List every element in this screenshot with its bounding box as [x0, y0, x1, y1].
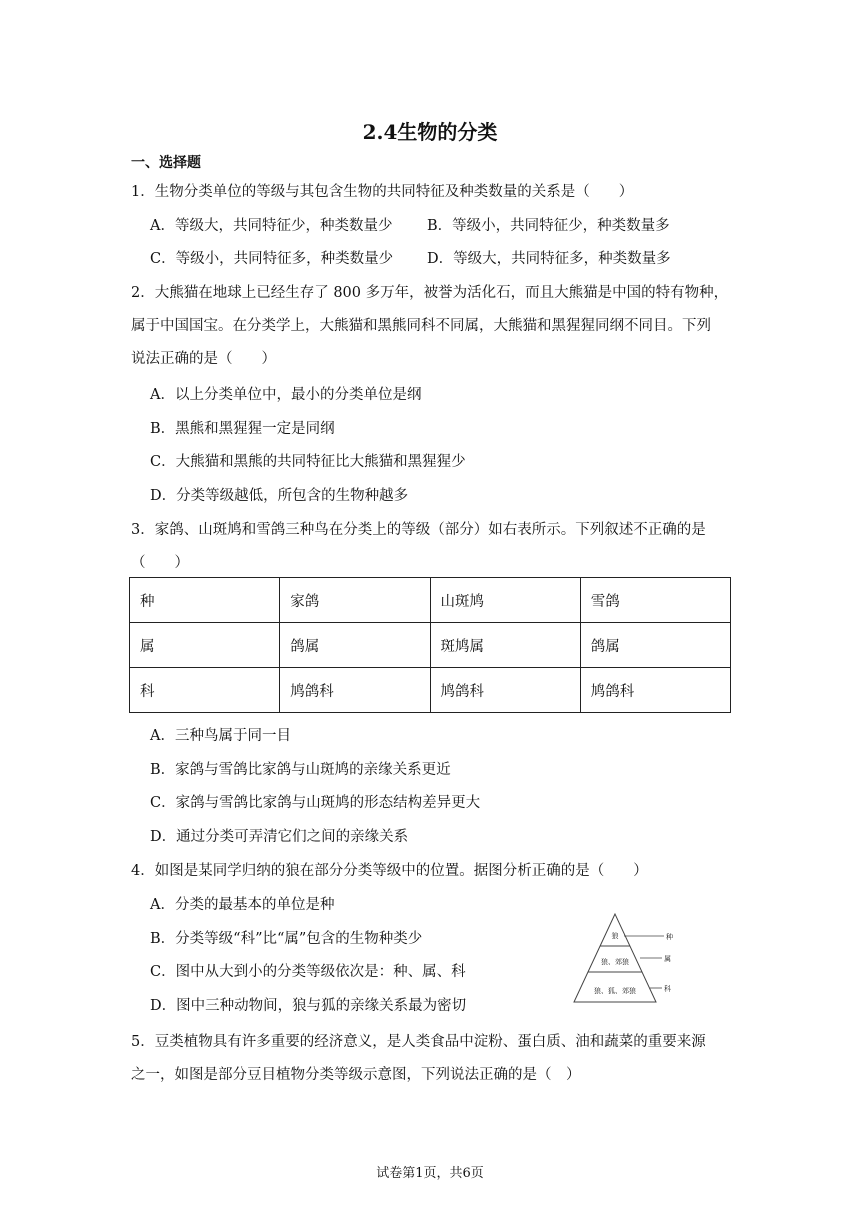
pyramid-tier-species: 狼 — [611, 932, 619, 940]
q3-stem-line2: （ ） — [131, 555, 189, 571]
classification-table — [129, 577, 731, 713]
q4-option-a: A．分类的最基本的单位是种 — [150, 897, 335, 913]
q1-option-c: C．等级小，共同特征多，种类数量少 — [150, 251, 394, 267]
q2-stem-line2: 属于中国国宝。在分类学上，大熊猫和黑熊同科不同属，大熊猫和黑猩猩同纲不同目。下列 — [131, 318, 711, 334]
table-cell: 鸠鸽科 — [280, 668, 430, 713]
table-cell: 山斑鸠 — [430, 578, 580, 623]
table-cell: 鸠鸽科 — [580, 668, 730, 713]
pyramid-tier-family: 狼、狐、郊狼 — [594, 987, 636, 995]
table-cell: 鸽属 — [280, 623, 430, 668]
q1-option-d: D．等级大，共同特征多，种类数量多 — [427, 251, 671, 267]
q3-stem-line1: 3．家鸽、山斑鸠和雪鸽三种鸟在分类上的等级（部分）如右表所示。下列叙述不正确的是 — [131, 522, 706, 538]
table-cell: 鸠鸽科 — [430, 668, 580, 713]
q2-stem-line1: 2．大熊猫在地球上已经生存了 800 多万年，被誉为活化石，而且大熊猫是中国的特有物种， — [131, 285, 729, 301]
table-row — [130, 578, 731, 623]
pyramid-tier-genus: 狼、郊狼 — [601, 958, 629, 966]
q1-stem: 1．生物分类单位的等级与其包含生物的共同特征及种类数量的关系是（ ） — [131, 184, 634, 200]
q3-option-d: D．通过分类可弄清它们之间的亲缘关系 — [150, 829, 409, 845]
table-cell: 雪鸽 — [580, 578, 730, 623]
table-cell: 种 — [130, 578, 280, 623]
q2-option-c: C．大熊猫和黑熊的共同特征比大熊猫和黑猩猩少 — [150, 454, 466, 470]
table-cell: 斑鸠属 — [430, 623, 580, 668]
q4-option-c: C．图中从大到小的分类等级依次是：种、属、科 — [150, 964, 466, 980]
q4-option-b: B．分类等级“科”比“属”包含的生物种类少 — [150, 931, 423, 947]
q3-option-a: A．三种鸟属于同一目 — [150, 728, 291, 744]
q2-option-b: B．黑熊和黑猩猩一定是同纲 — [150, 421, 335, 437]
table-row — [130, 623, 731, 668]
q2-stem-line3: 说法正确的是（ ） — [131, 351, 276, 367]
pyramid-label-species: 种 — [666, 933, 673, 941]
q3-option-c: C．家鸽与雪鸽比家鸽与山斑鸠的形态结构差异更大 — [150, 795, 481, 811]
q1-option-a: A．等级大，共同特征少，种类数量少 — [150, 218, 393, 234]
q2-option-a: A．以上分类单位中，最小的分类单位是纲 — [150, 387, 422, 403]
q5-stem-line1: 5．豆类植物具有许多重要的经济意义，是人类食品中淀粉、蛋白质、油和蔬菜的重要来源 — [131, 1034, 706, 1050]
table-row — [130, 668, 731, 713]
q5-stem-line2: 之一，如图是部分豆目植物分类等级示意图，下列说法正确的是（ ） — [131, 1067, 581, 1083]
q2-option-d: D．分类等级越低，所包含的生物种越多 — [150, 488, 409, 504]
table-cell: 家鸽 — [280, 578, 430, 623]
q4-stem: 4．如图是某同学归纳的狼在部分分类等级中的位置。据图分析正确的是（ ） — [131, 863, 648, 879]
pyramid-label-genus: 属 — [664, 955, 671, 963]
q3-option-b: B．家鸽与雪鸽比家鸽与山斑鸠的亲缘关系更近 — [150, 762, 451, 778]
section-heading: 一、选择题 — [131, 155, 201, 171]
page-footer: 试卷第1页，共6页 — [376, 1166, 484, 1181]
table-cell: 属 — [130, 623, 280, 668]
classification-pyramid-figure — [570, 910, 690, 1006]
pyramid-label-family: 科 — [664, 985, 671, 993]
table-cell: 科 — [130, 668, 280, 713]
page-title: 2.4生物的分类 — [362, 120, 498, 144]
q4-option-d: D．图中三种动物间，狼与狐的亲缘关系最为密切 — [150, 998, 467, 1014]
q1-option-b: B．等级小，共同特征少，种类数量多 — [427, 218, 670, 234]
table-cell: 鸽属 — [580, 623, 730, 668]
